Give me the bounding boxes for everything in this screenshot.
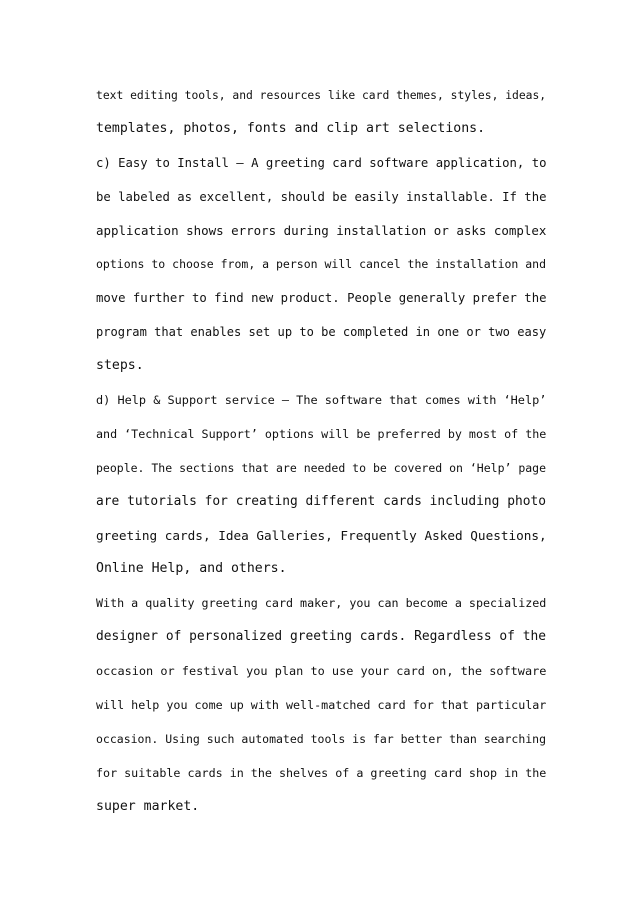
text-line: are tutorials for creating different cards including photo	[96, 493, 546, 509]
text-line: and ‘Technical Support’ options will be preferred by most of the	[96, 426, 547, 441]
text-line: application shows errors during installation or asks complex	[96, 222, 547, 238]
text-line: occasion. Using such automated tools is far better than searching	[96, 731, 547, 746]
text-line: move further to find new product. People generally prefer the	[96, 291, 547, 306]
text-line: be labeled as excellent, should be easily installable. If the	[96, 189, 547, 204]
text-line: options to choose from, a person will cancel the installation and	[96, 257, 547, 272]
text-line: for suitable cards in the shelves of a greeting card shop in the	[96, 765, 547, 780]
text-line: d) Help & Support service – The software that comes with ‘Help’	[96, 393, 547, 408]
text-line: occasion or festival you plan to use your card on, the software	[96, 664, 547, 679]
text-line: greeting cards, Idea Galleries, Frequently Asked Questions,	[96, 527, 547, 543]
text-line: Online Help, and others.	[96, 561, 287, 577]
text-line: steps.	[96, 358, 144, 374]
body-text	[96, 83, 546, 829]
text-line: text editing tools, and resources like card themes, styles, ideas,	[96, 88, 547, 102]
text-line: With a quality greeting card maker, you can become a specialized	[96, 596, 547, 611]
text-line: will help you come up with well-matched card for that particular	[96, 698, 547, 713]
text-line: templates, photos, fonts and clip art selections.	[96, 120, 486, 136]
text-line: people. The sections that are needed to be covered on ‘Help’ page	[96, 460, 547, 475]
text-line: program that enables set up to be completed in one or two easy	[96, 325, 547, 340]
text-line: designer of personalized greeting cards. Regardless of the	[96, 629, 546, 645]
text-line: c) Easy to Install – A greeting card software application, to	[96, 155, 547, 170]
text-line: super market.	[96, 798, 200, 814]
